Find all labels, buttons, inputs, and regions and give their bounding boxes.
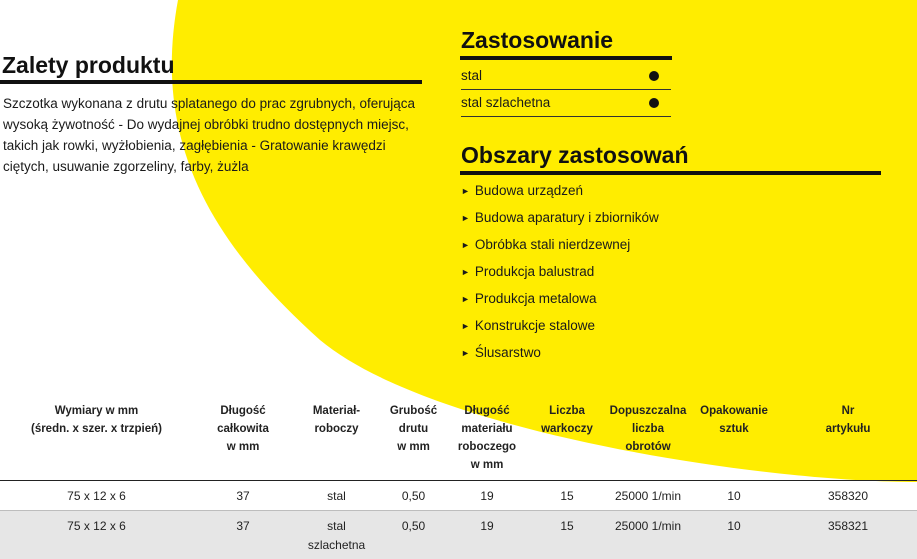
- application-rule: [460, 56, 672, 60]
- application-row-stainless: [461, 90, 671, 116]
- application-row-steel: [461, 63, 671, 89]
- col-header-max-rpm: Dopuszczalna liczba obrotów: [607, 400, 689, 481]
- triangle-right-icon: ►: [461, 321, 470, 331]
- col-header-material: Materiał- roboczy: [293, 400, 380, 481]
- table-row: [0, 481, 917, 511]
- triangle-right-icon: ►: [461, 240, 470, 250]
- cell-pack: 10: [689, 511, 779, 559]
- advantages-heading: Zalety produktu: [2, 52, 175, 79]
- col-header-wire-thickness: Grubość drutu w mm: [380, 400, 447, 481]
- cell-article-no: 358320: [779, 481, 917, 511]
- triangle-right-icon: ►: [461, 294, 470, 304]
- application-label: stal szlachetna: [461, 95, 550, 110]
- filled-circle-icon: [649, 98, 659, 108]
- cell-material: stal szlachetna: [293, 511, 380, 559]
- triangle-right-icon: ►: [461, 213, 470, 223]
- col-header-pack: Opakowanie sztuk: [689, 400, 779, 481]
- table-row: [0, 511, 917, 559]
- areas-list-item: ► Konstrukcje stalowe: [461, 317, 595, 336]
- cell-trim-length: 19: [447, 511, 527, 559]
- col-header-total-length: Długość całkowita w mm: [193, 400, 293, 481]
- cell-max-rpm: 25000 1/min: [607, 481, 689, 511]
- specification-table: [0, 400, 917, 559]
- areas-list-item: ► Ślusarstwo: [461, 344, 541, 363]
- filled-circle-icon: [649, 71, 659, 81]
- col-header-knots: Liczba warkoczy: [527, 400, 607, 481]
- cell-pack: 10: [689, 481, 779, 511]
- cell-material: stal: [293, 481, 380, 511]
- triangle-right-icon: ►: [461, 186, 470, 196]
- cell-dimensions: 75 x 12 x 6: [0, 481, 193, 511]
- areas-list-item: ► Budowa urządzeń: [461, 182, 583, 201]
- cell-wire-thickness: 0,50: [380, 481, 447, 511]
- cell-knots: 15: [527, 511, 607, 559]
- table-header-row: [0, 400, 917, 481]
- cell-dimensions: 75 x 12 x 6: [0, 511, 193, 559]
- areas-list-item: ► Produkcja metalowa: [461, 290, 596, 309]
- application-divider: [461, 116, 671, 117]
- triangle-right-icon: ►: [461, 348, 470, 358]
- triangle-right-icon: ►: [461, 267, 470, 277]
- application-label: stal: [461, 68, 482, 83]
- cell-trim-length: 19: [447, 481, 527, 511]
- cell-article-no: 358321: [779, 511, 917, 559]
- areas-list-item: ► Budowa aparatury i zbiorników: [461, 209, 659, 228]
- advantages-text: Szczotka wykonana z drutu splatanego do prac zgrubnych, oferująca wysoką żywotność - Do wydajnej obróbki trudno dostępnych miejsc, takich jak rowki, wyżłobienia, zagłębienia - Gratowanie krawędzi ciętych, usuwanie zgorzeliny, farby, żużla: [3, 93, 423, 177]
- cell-total-length: 37: [193, 511, 293, 559]
- cell-wire-thickness: 0,50: [380, 511, 447, 559]
- areas-list-item: ► Produkcja balustrad: [461, 263, 594, 282]
- cell-total-length: 37: [193, 481, 293, 511]
- col-header-article-no: Nr artykułu: [779, 400, 917, 481]
- areas-rule: [460, 171, 881, 175]
- areas-heading: Obszary zastosowań: [461, 142, 689, 169]
- cell-knots: 15: [527, 481, 607, 511]
- col-header-dimensions: Wymiary w mm (średn. x szer. x trzpień): [0, 400, 193, 481]
- areas-list-item: ► Obróbka stali nierdzewnej: [461, 236, 630, 255]
- application-heading: Zastosowanie: [461, 27, 613, 54]
- advantages-rule: [0, 80, 422, 84]
- cell-max-rpm: 25000 1/min: [607, 511, 689, 559]
- col-header-trim-length: Długość materiału roboczego w mm: [447, 400, 527, 481]
